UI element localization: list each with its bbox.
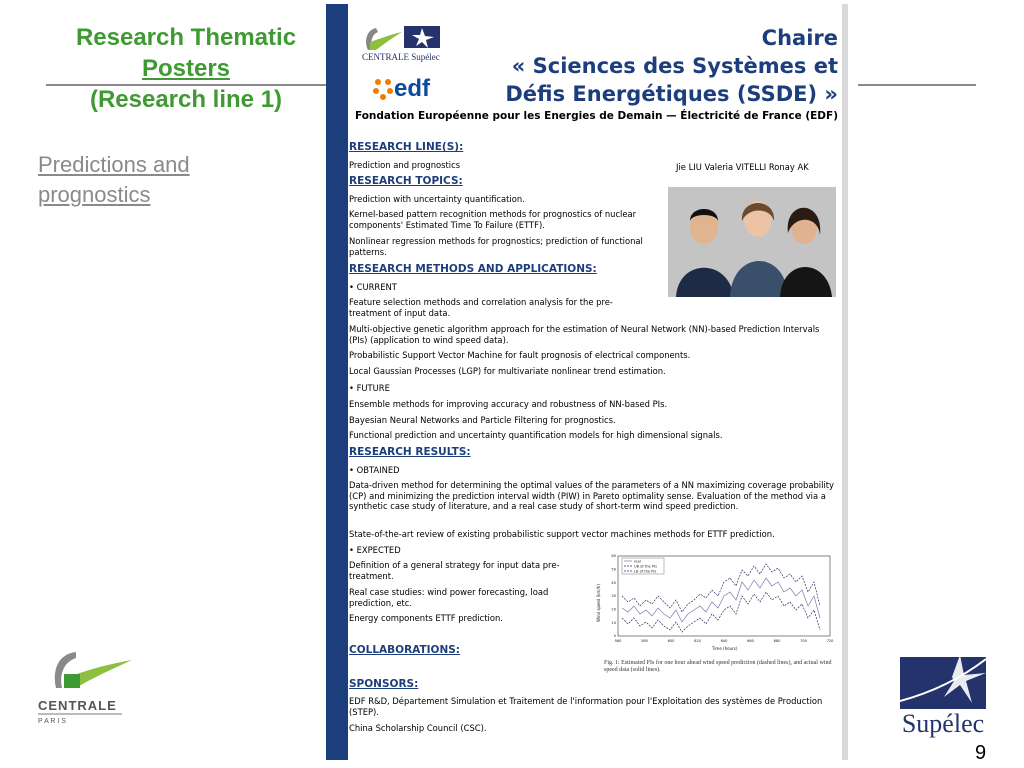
slide-title-line3: (Research line 1) (89, 86, 283, 113)
poster-edge (842, 4, 848, 760)
poster-title-line1: Chaire (761, 26, 838, 50)
x-tick-label: 700 (800, 639, 807, 643)
expected-item: Real case studies: wind power forecasting, load prediction, etc. (349, 587, 549, 608)
future-label: • FUTURE (349, 383, 390, 393)
supelec-logo (897, 657, 989, 743)
research-lines-heading: RESEARCH LINE(S): (349, 141, 464, 153)
centrale-swoosh-icon (36, 648, 136, 726)
edf-text: edf (394, 75, 430, 102)
topic-item: Nonlinear regression methods for prognostics; prediction of functional patterns. (349, 236, 643, 257)
centrale-name: CENTRALE (38, 698, 117, 713)
y-tick-label: 20 (611, 607, 616, 612)
current-item: Local Gaussian Processes (LGP) for multivariate nonlinear trend estimation. (349, 366, 666, 376)
x-tick-label: 640 (720, 639, 728, 643)
x-tick-label: 720 (826, 639, 834, 643)
page-number: 9 (975, 742, 987, 764)
topics-heading: RESEARCH TOPICS: (349, 175, 463, 187)
expected-item: Energy components ETTF prediction. (349, 613, 503, 623)
expected-item: Definition of a general strategy for input data pre-treatment. (349, 560, 560, 581)
current-label: • CURRENT (349, 282, 397, 292)
edf-logo (372, 76, 452, 102)
x-tick-label: 560 (614, 639, 622, 643)
sponsor-item: China Scholarship Council (CSC). (349, 723, 487, 733)
results-heading: RESEARCH RESULTS: (349, 446, 471, 458)
sponsors-heading: SPONSORS: (349, 678, 419, 690)
figure-legend (622, 558, 664, 574)
future-item: Bayesian Neural Networks and Particle Filtering for prognostics. (349, 415, 616, 425)
x-tick-label: 620 (694, 639, 701, 643)
future-item: Ensemble methods for improving accuracy and robustness of NN-based PIs. (349, 399, 668, 409)
centralesupelec-icon (362, 24, 442, 68)
legend-real: real (634, 559, 641, 564)
y-tick-label: 60 (611, 554, 616, 559)
researchers-photo (668, 187, 836, 297)
future-item: Functional prediction and uncertainty quantification models for high dimensional signals. (349, 430, 723, 440)
divider-left (46, 84, 326, 86)
foundation-line: Fondation Européenne pour les Energies de Demain — Électricité de France (EDF) (354, 110, 838, 122)
predictions-link[interactable]: Predictions and prognostics (38, 152, 190, 207)
centrale-paris-logo (36, 648, 136, 726)
figure-caption: Fig. 1: Estimated PIs for one hour ahead wind speed prediction (dashed lines), and actual wind speed data (solid lines). (604, 660, 832, 673)
y-tick-label: 40 (611, 580, 616, 585)
expected-label: • EXPECTED (349, 545, 401, 555)
poster-side-bar (326, 4, 348, 760)
x-tick-label: 600 (667, 639, 675, 643)
centrale-sub: P A R I S (38, 718, 66, 725)
y-tick-label: 30 (611, 594, 616, 599)
collaborations-heading: COLLABORATIONS: (349, 644, 461, 656)
research-lines-text: Prediction and prognostics (349, 160, 461, 170)
x-tick-label: 660 (747, 639, 754, 643)
divider-right (858, 84, 976, 86)
sponsor-item: EDF R&D, Département Simulation et Traitement de l'information pour l'Exploitation des systèmes de Production (STEP). (349, 696, 823, 717)
legend-lb: LB of the PIs (634, 569, 657, 574)
methods-heading: RESEARCH METHODS AND APPLICATIONS: (349, 263, 597, 275)
figure-xlabel: Time (hours) (712, 646, 738, 651)
obtained-item: Data-driven method for determining the optimal values of the parameters of a NN maximizing coverage probability (CP) and minimizing the prediction interval width (PIW) in Pareto optimality sense. Evaluation of the method via a synthetic case study of literature, and a real case study of short-term wind speed prediction. (349, 480, 835, 512)
researcher-names: Jie LIU Valeria VITELLI Ronay AK (676, 162, 809, 172)
x-tick-label: 580 (641, 639, 648, 643)
y-tick-label: 0 (613, 634, 616, 639)
research-poster (326, 4, 848, 760)
current-item: Probabilistic Support Vector Machine for fault prognosis of electrical components. (349, 350, 691, 360)
topic-item: Kernel-based pattern recognition methods for prognostics of nuclear components' Estimated Time To Failure (ETTF). (349, 209, 637, 230)
y-tick-label: 50 (611, 567, 616, 572)
poster-title-line3: Défis Energétiques (SSDE) » (505, 82, 838, 106)
supelec-star-icon (900, 657, 986, 709)
poster-title (466, 24, 838, 108)
centralesupelec-text: CENTRALE Supélec (362, 52, 440, 62)
figure-ylabel: Wind speed (km/h) (596, 584, 601, 622)
current-item: Multi-objective genetic algorithm approach for the estimation of Neural Network (NN)-based Prediction Intervals (PIs) (application to wind speed data). (349, 324, 820, 345)
topic-item: Prediction with uncertainty quantification. (349, 194, 525, 204)
slide-title (48, 22, 324, 115)
obtained-label: • OBTAINED (349, 465, 400, 475)
supelec-wordmark: Supélec (901, 709, 985, 738)
slide-title-line2[interactable]: Posters (141, 55, 231, 82)
edf-sun-icon (372, 76, 394, 102)
obtained-item: State-of-the-art review of existing probabilistic support vector machines methods for ETTF prediction. (349, 529, 775, 539)
centralesupelec-logo (362, 24, 442, 68)
wind-speed-figure (594, 552, 838, 652)
poster-title-line2: « Sciences des Systèmes et (511, 54, 838, 78)
slide-title-line1: Research Thematic (75, 24, 297, 51)
x-tick-label: 680 (773, 639, 781, 643)
current-item: Feature selection methods and correlation analysis for the pre-treatment of input data. (349, 297, 613, 318)
y-tick-label: 10 (611, 620, 616, 625)
legend-ub: UB of the PIs (634, 564, 657, 569)
